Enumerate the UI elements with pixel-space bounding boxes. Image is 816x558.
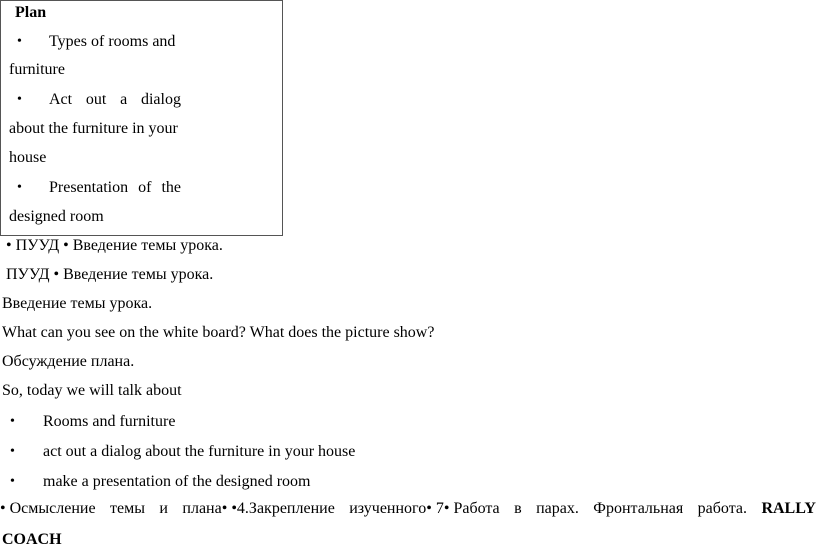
plan-item-2-line-3: house <box>9 149 47 166</box>
stages-line <box>0 498 816 520</box>
plan-word: dialog <box>140 91 181 108</box>
plan-word: out <box>85 91 107 108</box>
question-line: What can you see on the white board? What does the picture show? <box>2 324 435 341</box>
plan-item-2-line-1 <box>49 90 181 110</box>
plan-box <box>0 0 283 236</box>
stage-word: Осмысление <box>9 500 96 517</box>
today-intro-line: So, today we will talk about <box>2 382 182 399</box>
coach-text: COACH <box>2 531 62 548</box>
stage-word: парах. <box>536 500 579 517</box>
stage-segment <box>349 498 499 520</box>
bullet-icon: • <box>0 500 6 517</box>
stage-word: плана <box>182 500 222 517</box>
plan-item-3-line-1 <box>49 178 181 198</box>
list-item: Rooms and furniture <box>43 413 176 430</box>
lesson-intro-text: Введение темы урока. <box>72 237 223 254</box>
line-puud-2 <box>6 265 213 285</box>
stage-segment <box>0 498 96 520</box>
plan-discussion-line: Обсуждение плана. <box>2 353 135 370</box>
stage-word: •4.Закрепление <box>231 500 335 517</box>
plan-item-2-line-2: about the furniture in your <box>9 120 178 137</box>
stage-word: и <box>159 500 168 517</box>
bullet-icon: • <box>10 444 15 459</box>
stage-word: Фронтальная <box>593 500 684 517</box>
stage-word: работа. <box>697 500 747 517</box>
stage-word: Работа <box>453 500 500 517</box>
bullet-icon: • <box>17 34 22 49</box>
list-item: make a presentation of the designed room <box>43 473 311 490</box>
bullet-icon: • <box>63 237 69 254</box>
line-puud-1 <box>6 236 223 256</box>
stage-word: 7 <box>435 500 444 517</box>
puud-label: ПУУД <box>6 266 50 283</box>
plan-word: the <box>161 179 181 196</box>
puud-label: ПУУД <box>15 237 60 254</box>
bullet-icon: • <box>221 500 228 517</box>
stage-word: темы <box>110 500 145 517</box>
rally-text: RALLY <box>761 500 816 517</box>
lesson-intro-text: Введение темы урока. <box>63 266 214 283</box>
plan-word: a <box>120 91 128 108</box>
stage-segment <box>182 498 334 520</box>
stage-word: в <box>514 500 522 517</box>
plan-item-1-line-1: Types of rooms and <box>49 33 176 50</box>
plan-title: Plan <box>15 4 47 21</box>
list-item: act out a dialog about the furniture in your house <box>43 443 356 460</box>
plan-word: Act <box>49 91 73 108</box>
lesson-intro-line: Введение темы урока. <box>2 295 153 312</box>
plan-word: of <box>138 179 152 196</box>
bullet-icon: • <box>426 500 432 517</box>
bullet-icon: • <box>443 500 450 517</box>
plan-item-3-line-2: designed room <box>9 208 104 225</box>
bullet-icon: • <box>53 266 60 283</box>
stage-word: изученного <box>349 500 427 517</box>
bullet-icon: • <box>10 414 15 429</box>
plan-word: Presentation <box>49 179 129 196</box>
bullet-icon: • <box>17 92 22 107</box>
plan-item-1-line-2: furniture <box>9 61 65 78</box>
bullet-icon: • <box>6 237 12 254</box>
bullet-icon: • <box>10 474 15 489</box>
bullet-icon: • <box>17 180 22 195</box>
